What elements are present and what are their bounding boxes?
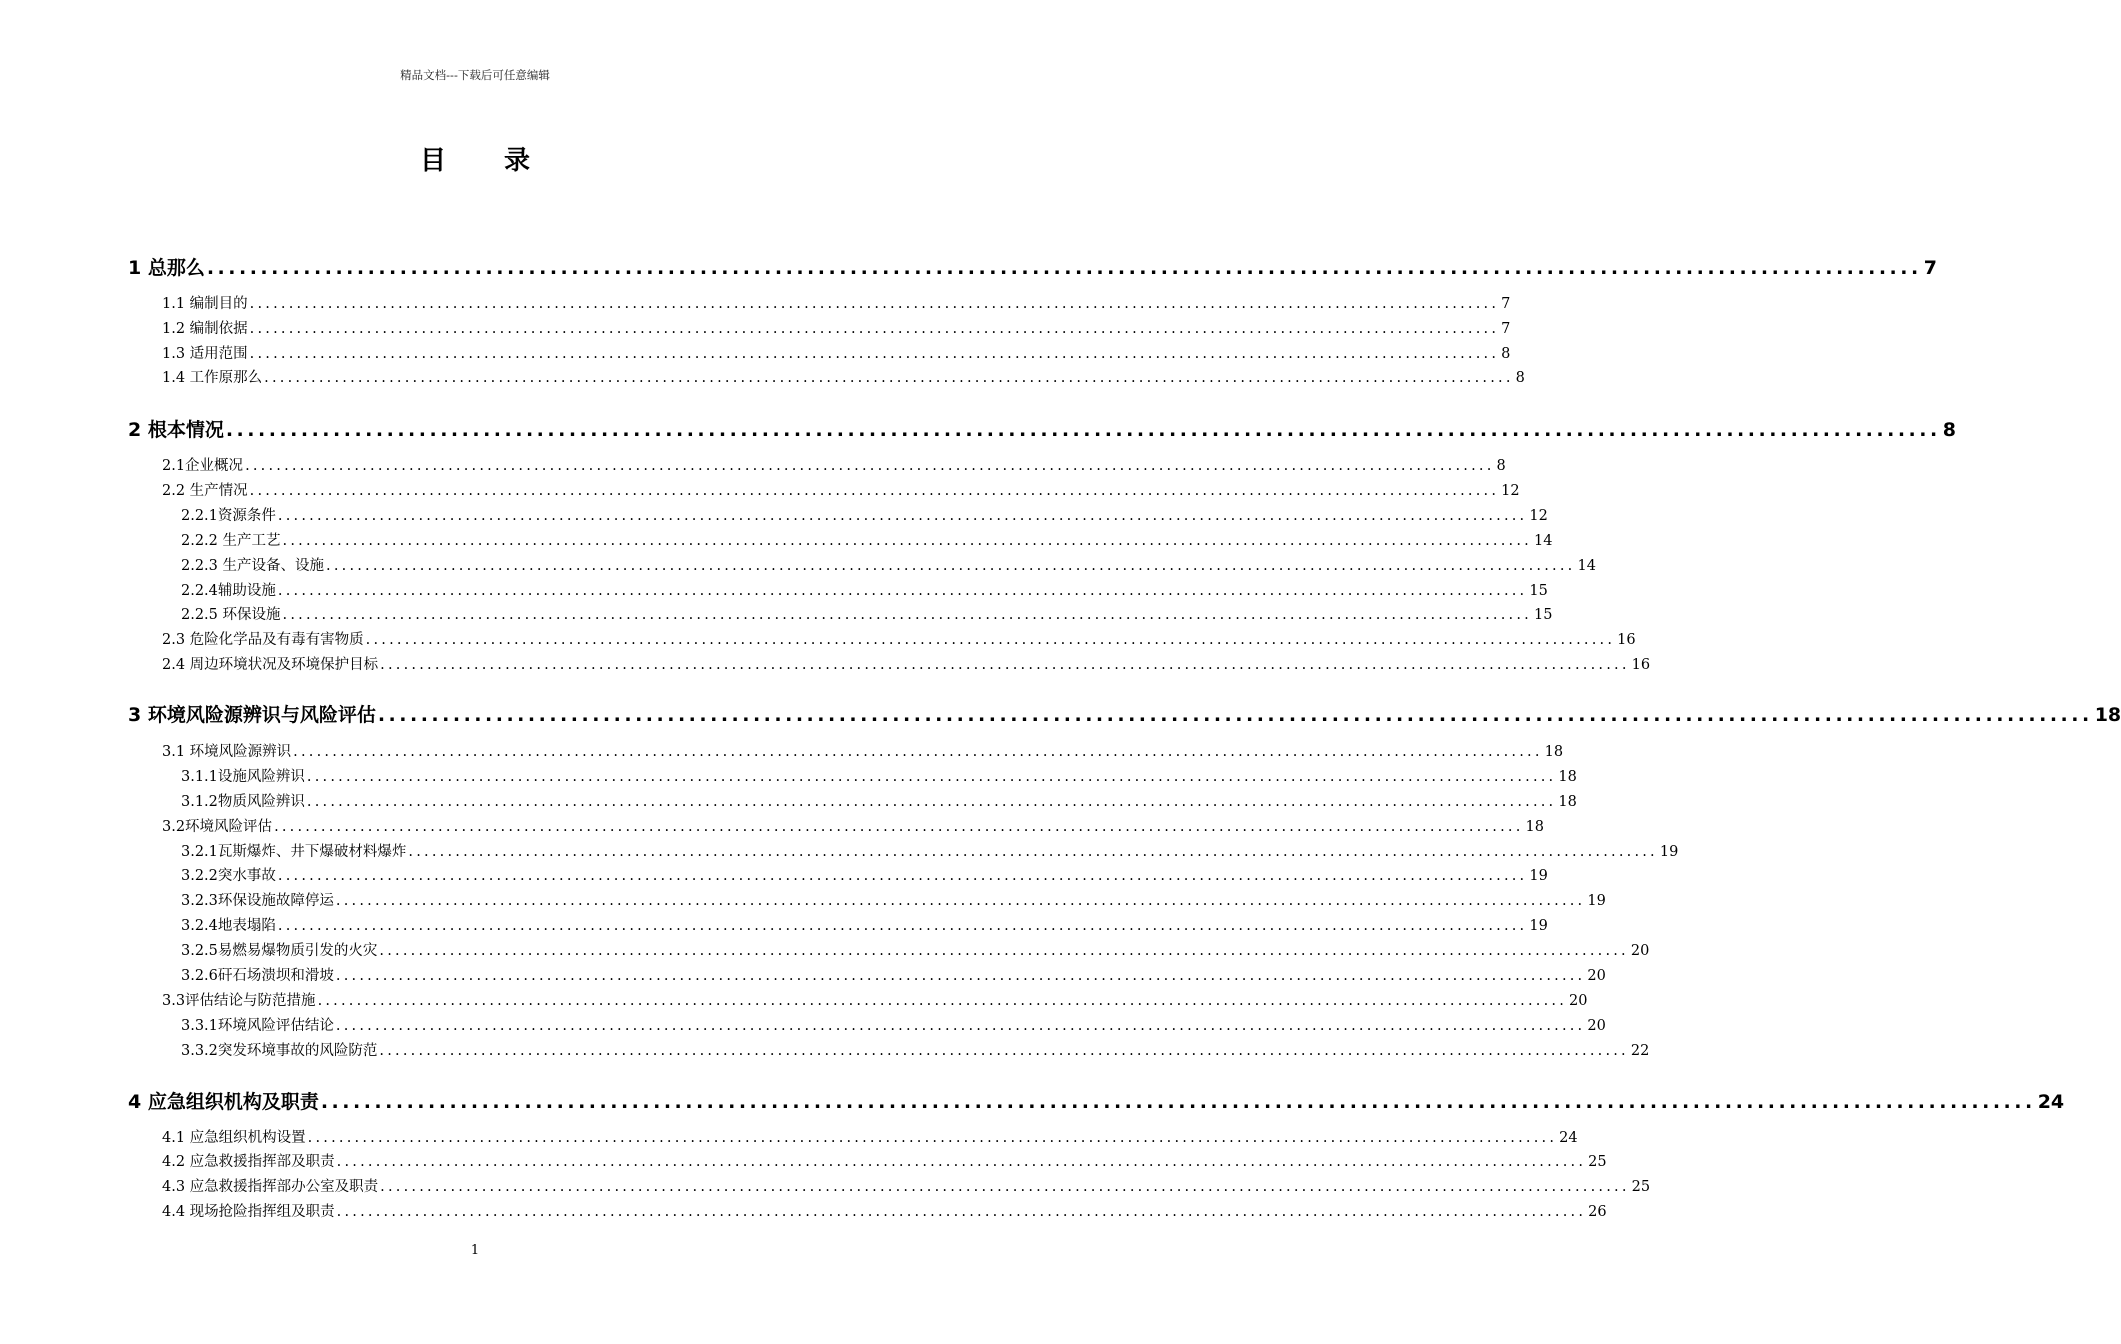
toc-entry-page: 7: [1501, 296, 1511, 312]
toc-entry-title: 3.2.3环保设施故障停运: [181, 893, 334, 909]
toc-leader: ................................................................................................................................................................: [274, 819, 1524, 835]
toc-entry-page: 14: [1533, 533, 1553, 549]
toc-entry-title: 4.1 应急组织机构设置: [162, 1130, 306, 1146]
toc-entry[interactable]: [181, 607, 1553, 623]
toc-leader: ................................................................................................................................................................: [245, 458, 1495, 474]
toc-entry-page: 19: [1529, 918, 1548, 934]
toc-leader: ................................................................................................................................................................: [249, 296, 1500, 312]
toc-entry[interactable]: [181, 968, 1606, 984]
toc-entry-title: 2 根本情况: [128, 419, 224, 441]
toc-entry[interactable]: [162, 296, 1511, 312]
toc-entry-title: 2.2.2 生产工艺: [181, 533, 281, 549]
toc-entry-page: 20: [1587, 1018, 1606, 1034]
toc-entry-page: 16: [1617, 632, 1636, 648]
toc-entry-title: 3.3.2突发环境事故的风险防范: [181, 1043, 378, 1059]
toc-entry-page: 19: [1659, 844, 1679, 860]
toc-entry-page: 25: [1588, 1154, 1607, 1170]
toc-leader: ................................................................................................................................................................: [277, 918, 1528, 934]
toc-entry-page: 8: [1515, 370, 1525, 386]
toc-entry[interactable]: [181, 794, 1577, 810]
toc-leader: ................................................................................................................................................................: [335, 893, 1586, 909]
toc-entry[interactable]: [128, 704, 2121, 726]
toc-entry-title: 4.3 应急救援指挥部办公室及职责: [162, 1179, 379, 1195]
toc-entry-page: 15: [1529, 583, 1548, 599]
toc-entry-page: 24: [2037, 1091, 2065, 1113]
toc-entry-page: 18: [1558, 794, 1577, 810]
toc-leader: ................................................................................................................................................................: [282, 607, 1532, 623]
toc-entry[interactable]: [128, 419, 1956, 441]
toc-entry[interactable]: [162, 1154, 1607, 1170]
toc-leader: ................................................................................................................................................................: [380, 657, 1630, 673]
toc-entry-title: 3.3.1环境风险评估结论: [181, 1018, 334, 1034]
toc-entry-title: 2.3 危险化学品及有毒有害物质: [162, 632, 364, 648]
toc-entry-title: 3.2环境风险评估: [162, 819, 273, 835]
toc-entry[interactable]: [162, 744, 1564, 760]
toc-entry[interactable]: [162, 1179, 1651, 1195]
toc-entry-page: 20: [1630, 943, 1650, 959]
toc-entry-page: 26: [1588, 1204, 1607, 1220]
toc-entry-page: 18: [1544, 744, 1564, 760]
toc-entry-title: 3.2.4地表塌陷: [181, 918, 276, 934]
toc-entry-page: 20: [1587, 968, 1606, 984]
toc-entry[interactable]: [181, 583, 1548, 599]
toc-entry-title: 1.3 适用范围: [162, 346, 248, 362]
toc-entry-page: 8: [1496, 458, 1506, 474]
toc-entry-title: 1.2 编制依据: [162, 321, 248, 337]
toc-entry-page: 12: [1501, 483, 1520, 499]
toc-entry[interactable]: [181, 1018, 1606, 1034]
toc-entry-page: 12: [1529, 508, 1548, 524]
toc-entry-page: 19: [1587, 893, 1606, 909]
toc-leader: ................................................................................................................................................................: [306, 769, 1557, 785]
toc-entry-page: 15: [1533, 607, 1553, 623]
toc-entry-page: 14: [1577, 558, 1596, 574]
toc-entry[interactable]: [162, 483, 1520, 499]
toc-leader: ................................................................................................................................................................: [264, 370, 1514, 386]
toc-entry-page: 19: [1529, 868, 1548, 884]
toc-entry-page: 18: [1558, 769, 1577, 785]
toc-entry[interactable]: [181, 893, 1606, 909]
toc-leader: ................................................................................................................................................................: [326, 558, 1576, 574]
toc-entry-page: 24: [1559, 1130, 1578, 1146]
toc-entry-title: 2.4 周边环境状况及环境保护目标: [162, 657, 379, 673]
toc-leader: ................................................................................................................................................................: [277, 583, 1528, 599]
toc-leader: ................................................................................................................................................................: [249, 321, 1500, 337]
toc-leader: ................................................................................................................................................................: [307, 1130, 1558, 1146]
toc-entry-title: 2.2.1资源条件: [181, 508, 276, 524]
title-char-1: 目: [419, 146, 446, 176]
toc-entry-title: 1.1 编制目的: [162, 296, 248, 312]
title-char-2: 录: [504, 146, 531, 176]
toc-entry[interactable]: [162, 1204, 1607, 1220]
toc-leader: ................................................................................................................................................................: [225, 419, 1941, 441]
toc-entry[interactable]: [181, 533, 1553, 549]
toc-entry[interactable]: [181, 868, 1548, 884]
toc-entry-page: 8: [1501, 346, 1511, 362]
toc-leader: ................................................................................................................................................................: [317, 993, 1568, 1009]
toc-entry-title: 1.4 工作原那么: [162, 370, 263, 386]
toc-entry[interactable]: [181, 844, 1679, 860]
toc-entry[interactable]: [181, 1043, 1650, 1059]
toc-entry[interactable]: [128, 1091, 2065, 1113]
toc-entry-title: 2.2.3 生产设备、设施: [181, 558, 325, 574]
toc-entry[interactable]: [181, 508, 1548, 524]
toc-leader: ................................................................................................................................................................: [249, 483, 1500, 499]
toc-entry-title: 1 总那么: [128, 257, 205, 279]
toc-entry[interactable]: [162, 1130, 1578, 1146]
toc-entry[interactable]: [181, 558, 1596, 574]
toc-leader: ................................................................................................................................................................: [377, 704, 2093, 726]
toc-entry-page: 18: [2094, 704, 2121, 726]
toc-entry-page: 7: [1923, 257, 1937, 279]
toc-entry[interactable]: [162, 819, 1544, 835]
toc-entry[interactable]: [162, 370, 1525, 386]
toc-entry[interactable]: [181, 769, 1577, 785]
toc-leader: ................................................................................................................................................................: [379, 943, 1629, 959]
toc-entry-title: 3.2.6矸石场溃坝和滑坡: [181, 968, 334, 984]
toc-entry-title: 3.2.1瓦斯爆炸、井下爆破材料爆炸: [181, 844, 407, 860]
page-title: [0, 140, 950, 177]
toc-leader: ................................................................................................................................................................: [336, 1204, 1587, 1220]
toc-entry-page: 22: [1630, 1043, 1650, 1059]
toc-entry[interactable]: [128, 257, 1937, 279]
toc-entry-title: 4.4 现场抢险指挥组及职责: [162, 1204, 335, 1220]
toc-entry-page: 8: [1942, 419, 1956, 441]
toc-leader: ................................................................................................................................................................: [320, 1091, 2036, 1113]
toc-leader: ................................................................................................................................................................: [336, 1154, 1587, 1170]
toc-leader: ................................................................................................................................................................: [379, 1043, 1629, 1059]
toc-entry-title: 2.2.4辅助设施: [181, 583, 276, 599]
page-header: 精品文档---下载后可任意编辑: [400, 68, 550, 82]
toc-entry[interactable]: [162, 458, 1506, 474]
toc-leader: ................................................................................................................................................................: [306, 794, 1557, 810]
toc-entry-title: 2.1企业概况: [162, 458, 244, 474]
toc-entry-page: 16: [1631, 657, 1651, 673]
toc-leader: ................................................................................................................................................................: [282, 533, 1532, 549]
toc-leader: ................................................................................................................................................................: [408, 844, 1658, 860]
toc-leader: ................................................................................................................................................................: [293, 744, 1543, 760]
toc-leader: ................................................................................................................................................................: [365, 632, 1616, 648]
toc-leader: ................................................................................................................................................................: [335, 1018, 1586, 1034]
toc-entry-title: 4 应急组织机构及职责: [128, 1091, 319, 1113]
toc-entry-title: 4.2 应急救援指挥部及职责: [162, 1154, 335, 1170]
toc-entry-title: 2.2.5 环保设施: [181, 607, 281, 623]
toc-leader: ................................................................................................................................................................: [335, 968, 1586, 984]
toc-entry[interactable]: [162, 346, 1511, 362]
toc-entry-title: 3.3评估结论与防范措施: [162, 993, 316, 1009]
toc-entry-title: 3.2.5易燃易爆物质引发的火灾: [181, 943, 378, 959]
toc-entry-title: 2.2 生产情况: [162, 483, 248, 499]
toc-entry-title: 3.1.2物质风险辨识: [181, 794, 305, 810]
toc-entry-page: 7: [1501, 321, 1511, 337]
toc-entry-page: 18: [1525, 819, 1544, 835]
toc-leader: ................................................................................................................................................................: [380, 1179, 1630, 1195]
toc-entry-title: 3 环境风险源辨识与风险评估: [128, 704, 376, 726]
toc-leader: ................................................................................................................................................................: [277, 508, 1528, 524]
toc-entry[interactable]: [162, 993, 1588, 1009]
toc-leader: ................................................................................................................................................................: [206, 257, 1922, 279]
toc-entry[interactable]: [162, 321, 1511, 337]
toc-entry-title: 3.1.1设施风险辨识: [181, 769, 305, 785]
toc-entry[interactable]: [181, 943, 1650, 959]
toc-entry-title: 3.1 环境风险源辨识: [162, 744, 292, 760]
toc-entry-page: 25: [1631, 1179, 1651, 1195]
toc-entry[interactable]: [162, 632, 1636, 648]
toc-entry-page: 20: [1569, 993, 1588, 1009]
toc-entry[interactable]: [181, 918, 1548, 934]
toc-leader: ................................................................................................................................................................: [277, 868, 1528, 884]
toc-leader: ................................................................................................................................................................: [249, 346, 1500, 362]
page-number: 1: [470, 1243, 480, 1258]
toc-entry-title: 3.2.2突水事故: [181, 868, 276, 884]
toc-entry[interactable]: [162, 657, 1651, 673]
